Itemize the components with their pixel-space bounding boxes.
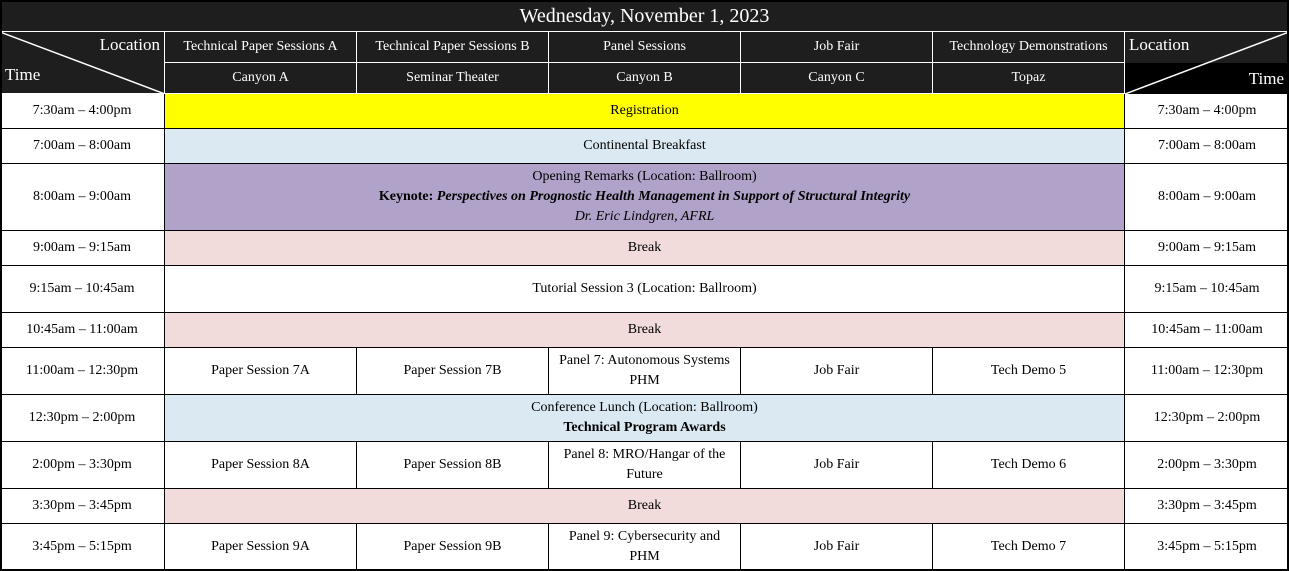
- session-cell: Paper Session 9A: [165, 524, 357, 571]
- jobfair-cell: Job Fair: [741, 524, 933, 571]
- corner-location-label-right: Location: [1129, 35, 1190, 54]
- corner-left: [0, 32, 165, 94]
- keynote-line: [379, 187, 910, 207]
- breakfast-cell: Continental Breakfast: [165, 129, 1125, 164]
- techdemo-cell: Tech Demo 5: [933, 348, 1125, 395]
- session-cell: Paper Session 8B: [357, 442, 549, 489]
- schedule-title: Wednesday, November 1, 2023: [0, 0, 1289, 32]
- registration-cell: Registration: [165, 94, 1125, 129]
- track-header-b: Technical Paper Sessions B: [357, 32, 549, 63]
- session-cell: Paper Session 7A: [165, 348, 357, 395]
- tutorial-cell: Tutorial Session 3 (Location: Ballroom): [165, 266, 1125, 313]
- time-cell-right: 12:30pm – 2:00pm: [1125, 395, 1289, 442]
- jobfair-cell: Job Fair: [741, 348, 933, 395]
- room-canyon-c: Canyon C: [741, 63, 933, 94]
- time-cell: 7:00am – 8:00am: [0, 129, 165, 164]
- time-cell-right: 10:45am – 11:00am: [1125, 313, 1289, 348]
- break-cell: Break: [165, 489, 1125, 524]
- time-cell: 9:15am – 10:45am: [0, 266, 165, 313]
- time-cell-right: 3:45pm – 5:15pm: [1125, 524, 1289, 571]
- keynote-speaker: Dr. Eric Lindgren, AFRL: [574, 209, 715, 224]
- time-cell: 12:30pm – 2:00pm: [0, 395, 165, 442]
- keynote-title: Perspectives on Prognostic Health Management in Support of Structural Integrity: [436, 189, 911, 204]
- awards-label: Technical Program Awards: [563, 420, 726, 435]
- techdemo-cell: Tech Demo 7: [933, 524, 1125, 571]
- time-cell-right: 9:00am – 9:15am: [1125, 231, 1289, 266]
- time-cell-right: 9:15am – 10:45am: [1125, 266, 1289, 313]
- time-cell-right: 11:00am – 12:30pm: [1125, 348, 1289, 395]
- time-cell-right: 2:00pm – 3:30pm: [1125, 442, 1289, 489]
- session-cell: Paper Session 9B: [357, 524, 549, 571]
- panel-cell: Panel 9: Cybersecurity and PHM: [549, 524, 741, 571]
- techdemo-cell: Tech Demo 6: [933, 442, 1125, 489]
- time-cell: 2:00pm – 3:30pm: [0, 442, 165, 489]
- panel-cell: Panel 8: MRO/Hangar of the Future: [549, 442, 741, 489]
- time-cell: 9:00am – 9:15am: [0, 231, 165, 266]
- track-header-a: Technical Paper Sessions A: [165, 32, 357, 63]
- track-header-jobfair: Job Fair: [741, 32, 933, 63]
- time-cell: 3:45pm – 5:15pm: [0, 524, 165, 571]
- corner-right: [1125, 32, 1289, 94]
- keynote-cell: [165, 164, 1125, 231]
- time-cell: 11:00am – 12:30pm: [0, 348, 165, 395]
- break-cell: Break: [165, 313, 1125, 348]
- time-cell-right: 3:30pm – 3:45pm: [1125, 489, 1289, 524]
- track-header-techdemo: Technology Demonstrations: [933, 32, 1125, 63]
- track-header-panel: Panel Sessions: [549, 32, 741, 63]
- corner-time-label: Time: [5, 65, 41, 84]
- jobfair-cell: Job Fair: [741, 442, 933, 489]
- room-canyon-b: Canyon B: [549, 63, 741, 94]
- keynote-prefix: Keynote:: [378, 189, 437, 204]
- corner-time-label-right: Time: [1248, 69, 1284, 88]
- corner-location-label: Location: [99, 35, 160, 54]
- time-cell: 10:45am – 11:00am: [0, 313, 165, 348]
- room-seminar-theater: Seminar Theater: [357, 63, 549, 94]
- time-cell: 8:00am – 9:00am: [0, 164, 165, 231]
- opening-remarks: Opening Remarks (Location: Ballroom): [532, 169, 757, 184]
- room-topaz: Topaz: [933, 63, 1125, 94]
- lunch-label: Conference Lunch (Location: Ballroom): [531, 400, 758, 415]
- time-cell: 3:30pm – 3:45pm: [0, 489, 165, 524]
- room-canyon-a: Canyon A: [165, 63, 357, 94]
- time-cell-right: 7:30am – 4:00pm: [1125, 94, 1289, 129]
- time-cell-right: 8:00am – 9:00am: [1125, 164, 1289, 231]
- session-cell: Paper Session 8A: [165, 442, 357, 489]
- session-cell: Paper Session 7B: [357, 348, 549, 395]
- break-cell: Break: [165, 231, 1125, 266]
- panel-cell: Panel 7: Autonomous Systems PHM: [549, 348, 741, 395]
- lunch-cell: [165, 395, 1125, 442]
- time-cell: 7:30am – 4:00pm: [0, 94, 165, 129]
- time-cell-right: 7:00am – 8:00am: [1125, 129, 1289, 164]
